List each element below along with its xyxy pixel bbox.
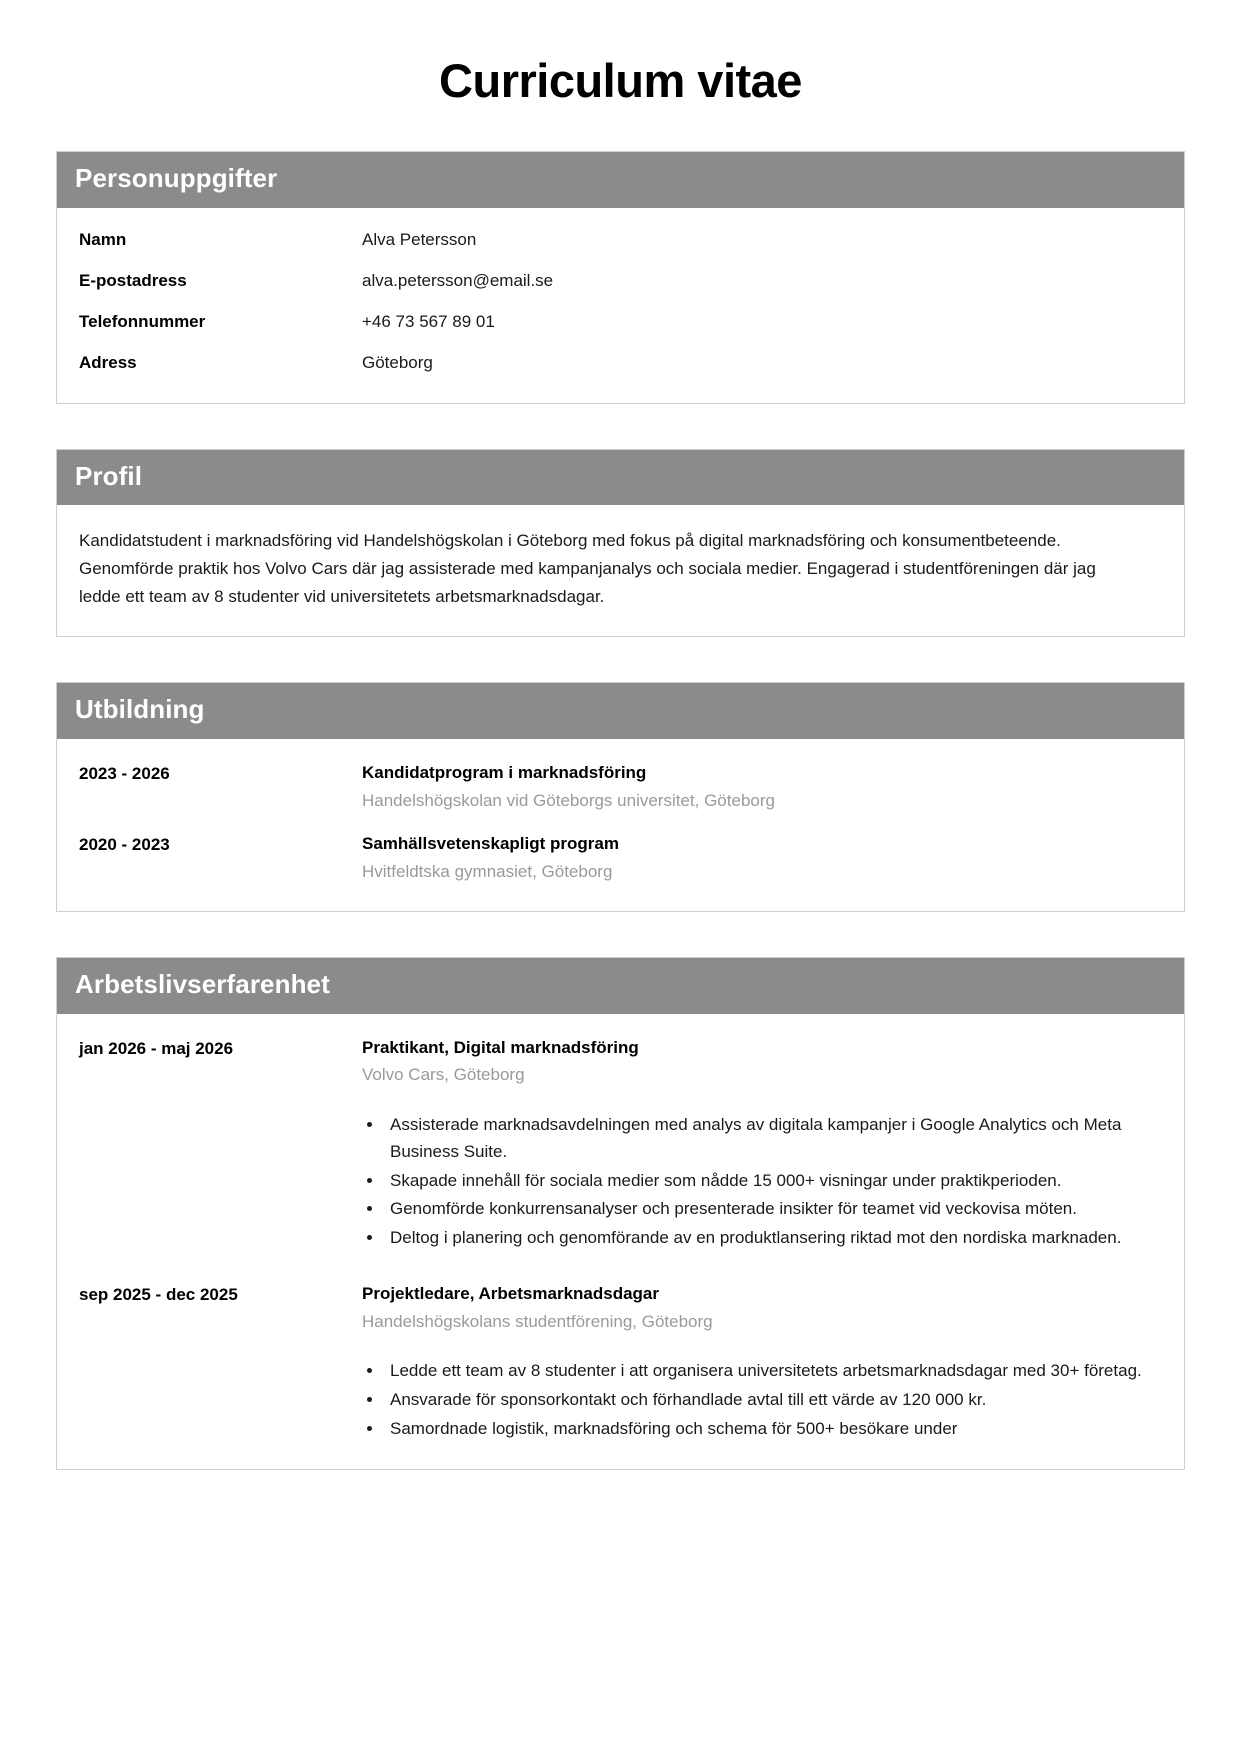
value-email: alva.petersson@email.se (362, 270, 554, 290)
work-experience-entry-organisation: Volvo Cars, Göteborg (362, 1065, 525, 1085)
personal-detail-row-email (79, 271, 1162, 291)
education-entry-date: 2023 - 2026 (79, 763, 170, 783)
education-entry-organisation: Handelshögskolan vid Göteborgs universitet, Göteborg (362, 790, 775, 810)
education-entry-title: Samhällsvetenskapligt program (362, 833, 619, 853)
section-personal-details (56, 151, 1185, 404)
work-experience-bullet-list (362, 1111, 1162, 1252)
profile-paragraph: Kandidatstudent i marknadsföring vid Handelshögskolan i Göteborg med fokus på digital marknadsföring och konsumentbeteende. Genomförde praktik hos Volvo Cars där jag assisterade med kampanjanalys och sociala medier. Engagerad i studentföreningen där jag ledde ett team av 8 studenter vid universitetets arbetsmarknadsdagar. (79, 531, 1096, 606)
work-experience-entry (79, 1036, 1162, 1253)
work-experience-entry-main (362, 1036, 1162, 1253)
section-education (56, 682, 1185, 912)
bullet-item: • Genomförde konkurrensanalyser och presenterade insikter för teamet vid veckovisa möten. (384, 1195, 1162, 1223)
education-entry-organisation: Hvitfeldtska gymnasiet, Göteborg (362, 861, 613, 881)
education-body (57, 739, 1184, 911)
label-name: Namn (79, 229, 127, 249)
value-phone: +46 73 567 89 01 (362, 311, 495, 331)
work-experience-entry-date: sep 2025 - dec 2025 (79, 1285, 238, 1305)
section-heading-work-experience: Arbetslivserfarenhet (57, 958, 1184, 1014)
education-entry (79, 832, 1162, 885)
education-entry-main (362, 832, 1162, 885)
value-address: Göteborg (362, 352, 433, 372)
work-experience-entry-organisation: Handelshögskolans studentförening, Göteborg (362, 1312, 713, 1332)
section-heading-personal-details: Personuppgifter (57, 152, 1184, 208)
education-entry-date: 2020 - 2023 (79, 834, 170, 854)
label-email: E-postadress (79, 270, 187, 290)
personal-details-body (57, 208, 1184, 403)
section-heading-education: Utbildning (57, 683, 1184, 739)
page-title: Curriculum vitae (439, 54, 802, 107)
personal-detail-row-address (79, 353, 1162, 373)
section-work-experience (56, 957, 1185, 1470)
work-experience-body (57, 1014, 1184, 1469)
bullet-item: • Samordnade logistik, marknadsföring och schema för 500+ besökare under (384, 1415, 1162, 1443)
bullet-item: • Ledde ett team av 8 studenter i att organisera universitetets arbetsmarknadsdagar med 30+ företag. (384, 1357, 1162, 1385)
education-entry-main (362, 761, 1162, 814)
label-address: Adress (79, 352, 137, 372)
profile-body (57, 505, 1184, 636)
section-heading-profile: Profil (57, 450, 1184, 506)
value-name: Alva Petersson (362, 229, 477, 249)
work-experience-bullet-list (362, 1357, 1162, 1442)
work-experience-entry-title: Projektledare, Arbetsmarknadsdagar (362, 1284, 659, 1304)
work-experience-entry-title: Praktikant, Digital marknadsföring (362, 1037, 639, 1057)
personal-detail-row-phone (79, 312, 1162, 332)
work-experience-entry-main (362, 1282, 1162, 1443)
bullet-item: • Skapade innehåll för sociala medier som nådde 15 000+ visningar under praktikperioden. (384, 1167, 1162, 1195)
education-entry-title: Kandidatprogram i marknadsföring (362, 762, 647, 782)
education-entry (79, 761, 1162, 814)
bullet-item: • Deltog i planering och genomförande av en produktlansering riktad mot den nordiska marknaden. (384, 1224, 1162, 1252)
work-experience-entry (79, 1282, 1162, 1443)
personal-detail-row-name (79, 230, 1162, 250)
work-experience-entry-date: jan 2026 - maj 2026 (79, 1038, 234, 1058)
bullet-item: • Assisterade marknadsavdelningen med analys av digitala kampanjer i Google Analytics och Meta Business Suite. (384, 1111, 1162, 1166)
section-profile (56, 449, 1185, 637)
label-phone: Telefonnummer (79, 311, 206, 331)
bullet-item: • Ansvarade för sponsorkontakt och förhandlade avtal till ett värde av 120 000 kr. (384, 1386, 1162, 1414)
